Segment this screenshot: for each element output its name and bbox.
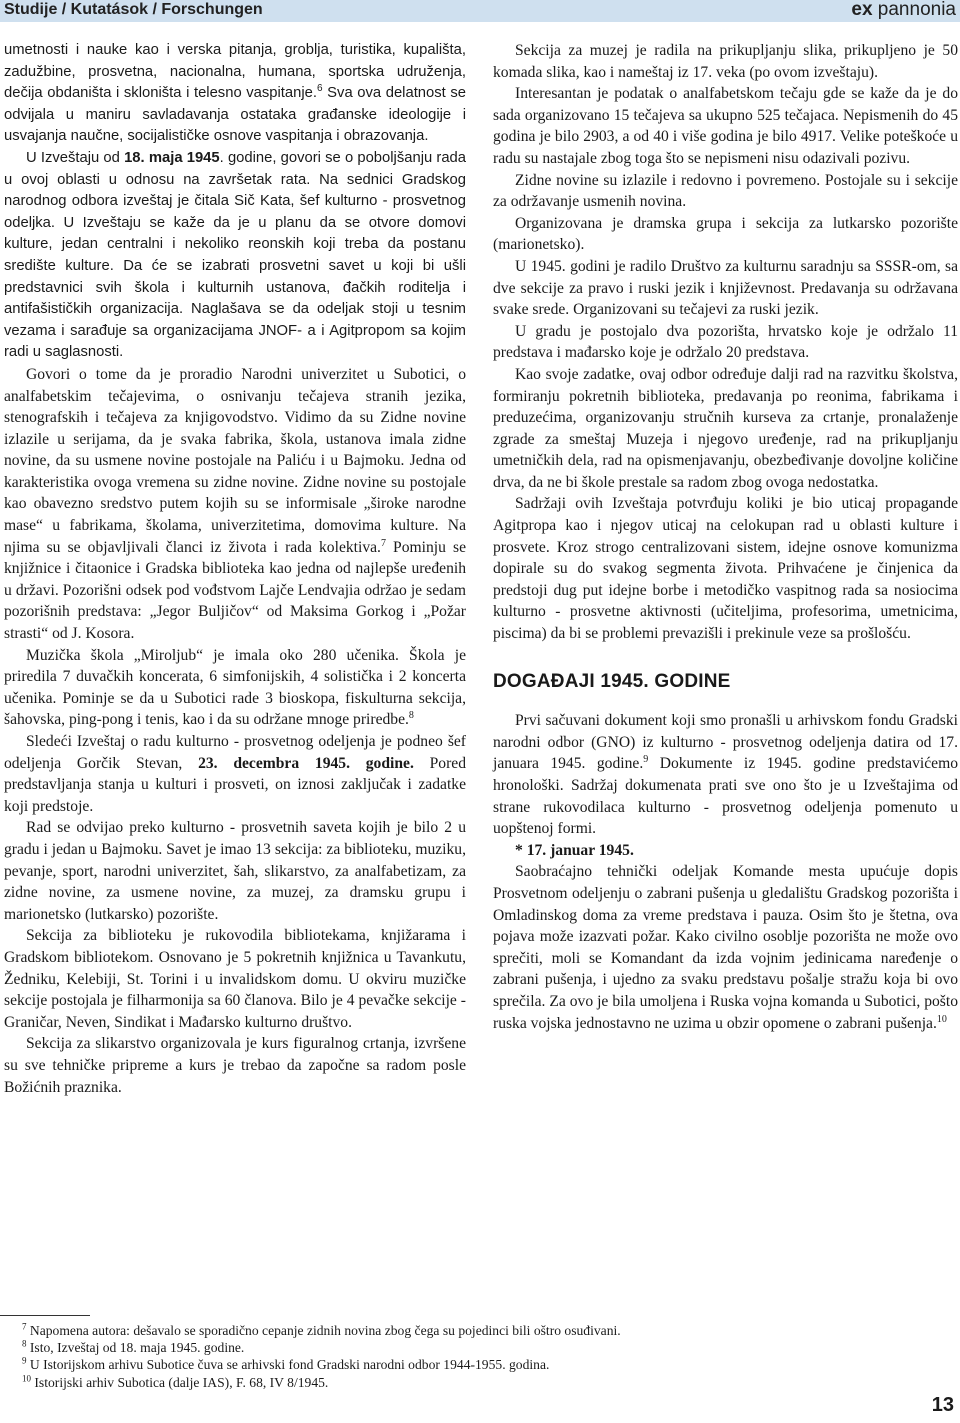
paragraph: Sekcija za muzej je radila na prikupljanju slika, prikupljeno je 50 komada slika, kao i nameštaj iz 17. veka (po ovom izveštaju).: [493, 42, 958, 81]
page-header: [0, 0, 960, 22]
paragraph: U Izveštaju od 18. maja 1945. godine, govori se o poboljšanju rada u ovoj oblasti u odnosu na završetak rata. Na sednici Gradskog narodnog odbora izveštaj je čitala Sič Kata, šef kulturno - prosvetnog odeljka. U Izveštaju se kaže da je u planu da se otvore domovi kulture, jedan centralni i nekoliko reonskih koji treba da postanu središte kulture. Da će se izabrati prosvetni savet u koji bi ušli predstavnici svih škola i kulturnih ustanova, đačkih roditelja i antifašističkih organizacija. Naglašava se da odeljak stoji u tesnim vezama i sarađuje sa organizacijama JNOF- a i Agitpropom sa kojim radi u saglasnosti.: [4, 149, 467, 361]
footnote-ref[interactable]: 10: [936, 1013, 947, 1025]
paragraph: Sekcija za biblioteku je rukovodila bibliotekama, knjižarama i Gradskom bibliotekom. Osnovano je 5 pokretnih knjižnica u Tavankutu, Žedniku, Kelebiji, St. Torini i u invalidskom domu. U okviru muzičke sekcije postojala je filharmonija sa 60 članova. Bilo je 4 pevačke sekcije - Graničar, Neven, Sindikat i Mađarsko kulturno društvo.: [4, 927, 466, 1031]
paragraph: U gradu je postojalo dva pozorišta, hrvatsko koje je održalo 11 predstava i mađarsko koje je održalo 20 predstava.: [493, 322, 958, 362]
paragraph: Organizovana je dramska grupa i sekcija za lutkarsko pozorište (marionetsko).: [493, 214, 958, 254]
footnote-ref[interactable]: 9: [643, 754, 649, 766]
footnote-divider: [0, 1315, 90, 1316]
brand-name: pannonia: [877, 0, 956, 20]
paragraph: Muzička škola „Miroljub“ je imala oko 280 učenika. Škola je priredila 7 duvačkih koncerata, 6 simfonijskih, 4 solistička i 2 koncerta učenika. Pominje se da u Subotici rade 3 bioskopa, fiskulturna sekcija, šahovska, ping-pong i tenis, kao i da su održane mnoge priredbe.$^8$: [4, 646, 466, 729]
footnote-ref[interactable]: 8: [408, 710, 414, 722]
paragraph: Kao svoje zadatke, ovaj odbor određuje dalji rad na razvitku školstva, formiranju pokretnih biblioteka, predavanja po reonima, fabrikama i preduzećima, organizovanju stručnih kurseva za crtanje, pronalaženje zgrade za smeštaj Muzeja i njegovo uređenje, rad na prikupljanju umetničkih dela, rad na opismenjavanju, obezbeđivanje dovoljne količine drva, da ne bi škole prestale sa radom zbog ovoga nedostatka.: [493, 365, 958, 491]
paragraph: Sekcija za slikarstvo organizovala je kurs figuralnog crtanja, izvršene su sve tehničke pripreme a kurs je trebao da započne sa radom posle Božićnih praznika.: [4, 1035, 466, 1096]
paragraph: Prvi sačuvani dokument koji smo pronašli u arhivskom fondu Gradski narodni odbor (GNO) iz kulturno - prosvetnog odeljenja datira od 17. januara 1945. godine.$^9$ Dokumente iz 1945. godine predstavićemo hronološki. Sadržaj dokumenata prati sve ono što je u Izveštajima od strane rukovodilaca kulturno - prosvetnog odeljenja pomenuto u uopštenoj formi.: [493, 712, 958, 838]
footnote-ref[interactable]: 7: [380, 537, 386, 549]
footnote: $^{10}$ Istorijski arhiv Subotica (dalje IAS), F. 68, IV 8/1945.: [22, 1373, 329, 1390]
section-heading: DOGAĐAJI 1945. GODINE: [493, 670, 731, 692]
paragraph: Interesantan je podatak o analfabetskom tečaju gde se kaže da je do sada organizovano 15 tečajeva sa ukupno 525 tečajaca. Nepismenih do 45 godina je bilo 2903, a od 40 i više godina je bilo 4917. Velike poteškoće u radu su nastajale zbog toga što se nepismeni nisu odazivali pozivu.: [493, 85, 958, 167]
paragraph: Sadržaji ovih Izveštaja potvrđuju koliki je bio uticaj propagande Agitpropa kao i njegov uticaj na celokupan rad u oblasti kulture i prosvete. Kroz strogo centralizovani sistem, idejne osnove komunizma dopirale su do svakog segmenta života. Prihvaćene je činjenica da predstoji dug put idejne borbe i metodičko vaspitnog rada sa nosiocima kulturno - prosvetne aktivnosti (učiteljima, profesorima, umetnicima, piscima) da bi se problemi prevazišli i prekinule veze sa prošlošću.: [493, 495, 958, 643]
paragraph: U 1945. godini je radilo Društvo za kulturnu saradnju sa SSSR-om, sa dve sekcije za pravo i ruski jezik i književnost. Predavanja su održavana svake srede. Organizovani su tečajevi za ruski jezik.: [493, 257, 958, 319]
footnotes: [22, 1322, 922, 1391]
paragraph: Govori o tome da je proradio Narodni univerzitet u Subotici, o analfabetskim tečajevima, o osnivanju tečajeva stranih jezika, stenografskih i tečajeva za knjigovodstvo. Vidimo da su Zidne novine izlazile u serijama, da je svaka fabrika, škola, ustanova imala zidne novine, da su usmene novine postojale na Paliću i u Bajmoku. Jedna od karakteristika ovoga vremena su zidne novine. Zidne novine su postojale kao obavezno sredstvo putem kojih su se informisale „široke narodne mase“ u fabrikama, školama, univerzitetima, domovima kulture. Na njima su se objavljivali članci iz života i rada kolektiva.$^7$ Pominju se knjižnice i čitaonice i Gradska biblioteka kao jedna od najlepše uređenih u državi. Pozorišni odsek pod vođstvom Lajče Lendvajia održao je sedam pozorišnih predstava: „Jegor Buljičov“ od Maksima Gorkog i „Požar strasti“ od J. Kosora.: [4, 365, 466, 643]
paragraph: Rad se odvijao preko kulturno - prosvetnih saveta kojih je bilo 2 u gradu i jedan u Bajmoku. Savet je imao 13 sekcija: za biblioteku, muziku, pevanje, sport, narodni univerzitet, šah, slikarstvo, za analfabetizam, za zidne novine, za usmene novine, za muzej, za dramsku grupu i marionetsko (lutkarsko) pozorište.: [4, 819, 466, 923]
brand-prefix: ex: [851, 0, 873, 20]
right-column: [493, 40, 958, 1034]
report-date: 23. decembra 1945. godine.: [198, 754, 414, 772]
paragraph: umetnosti i nauke kao i verska pitanja, groblja, turistika, kupališta, zadužbine, prosvetna, nacionalna, humana, sportska udruženja, dečija obdaništa i skloništa i telesno vaspitanje.$^6$ Sva ova delatnost se odvijala u maniru savladavanja ostataka građanske ideologije i usvajanja naučne, socijalističke osnove vaspitanja i obrazovanja.: [4, 42, 466, 145]
page-number: 13: [931, 1394, 954, 1416]
journal-brand: [851, 0, 956, 21]
section-label: Studije / Kutatások / Forschungen: [4, 1, 263, 18]
footnote: $^9$ U Istorijskom arhivu Subotice čuva se arhivski fond Gradski narodni odbor 1944-1955. godina.: [22, 1355, 550, 1373]
footnote: $^8$ Isto, Izveštaj od 18. maja 1945. godine.: [22, 1338, 245, 1356]
paragraph: Saobraćajno tehnički odeljak Komande mesta upućuje dopis Prosvetnom odeljenju o zabrani pušenja u gledalištu Gradskog pozorišta i Omladinskog doma za vreme predstava i pauza. Osim što je štetna, ova pojava može izazvati požar. Kako civilno osoblje pozorišta ne može ovo sprečiti, moli se Komandant da izda vojnim jedinicama naređenje o zabrani pušenja, i ujedno za svaku predstavu pošalje stražu koja bi ovo sprečila. Za ovo je bila umoljena i Ruska vojna komanda u Subotici, pošto ruska vojska jednostavno ne uzima u obzir opomene o zabrani pušenja.$^{10}$: [493, 863, 958, 1032]
paragraph: Zidne novine su izlazile i redovno i povremeno. Postojale su i sekcije za održavanje usmenih novina.: [493, 171, 958, 211]
report-date: 18. maja 1945: [124, 149, 220, 166]
paragraph: Sledeći Izveštaj o radu kulturno - prosvetnog odeljenja je podneo šef odeljenja Gorčik Stevan, 23. decembra 1945. godine. Pored predstavljanja stanja u kulturi i prosveti, on iznosi zaključak i zadatke koji predstoje.: [4, 733, 466, 815]
footnote: $^7$ Napomena autora: dešavalo se sporadično cepanje zidnih novina zbog čega su pojedinci bili oštro osuđivani.: [22, 1321, 621, 1338]
date-heading: * 17. januar 1945.: [515, 841, 634, 859]
footnote-ref[interactable]: 6: [317, 83, 323, 95]
left-column: [4, 40, 466, 1098]
